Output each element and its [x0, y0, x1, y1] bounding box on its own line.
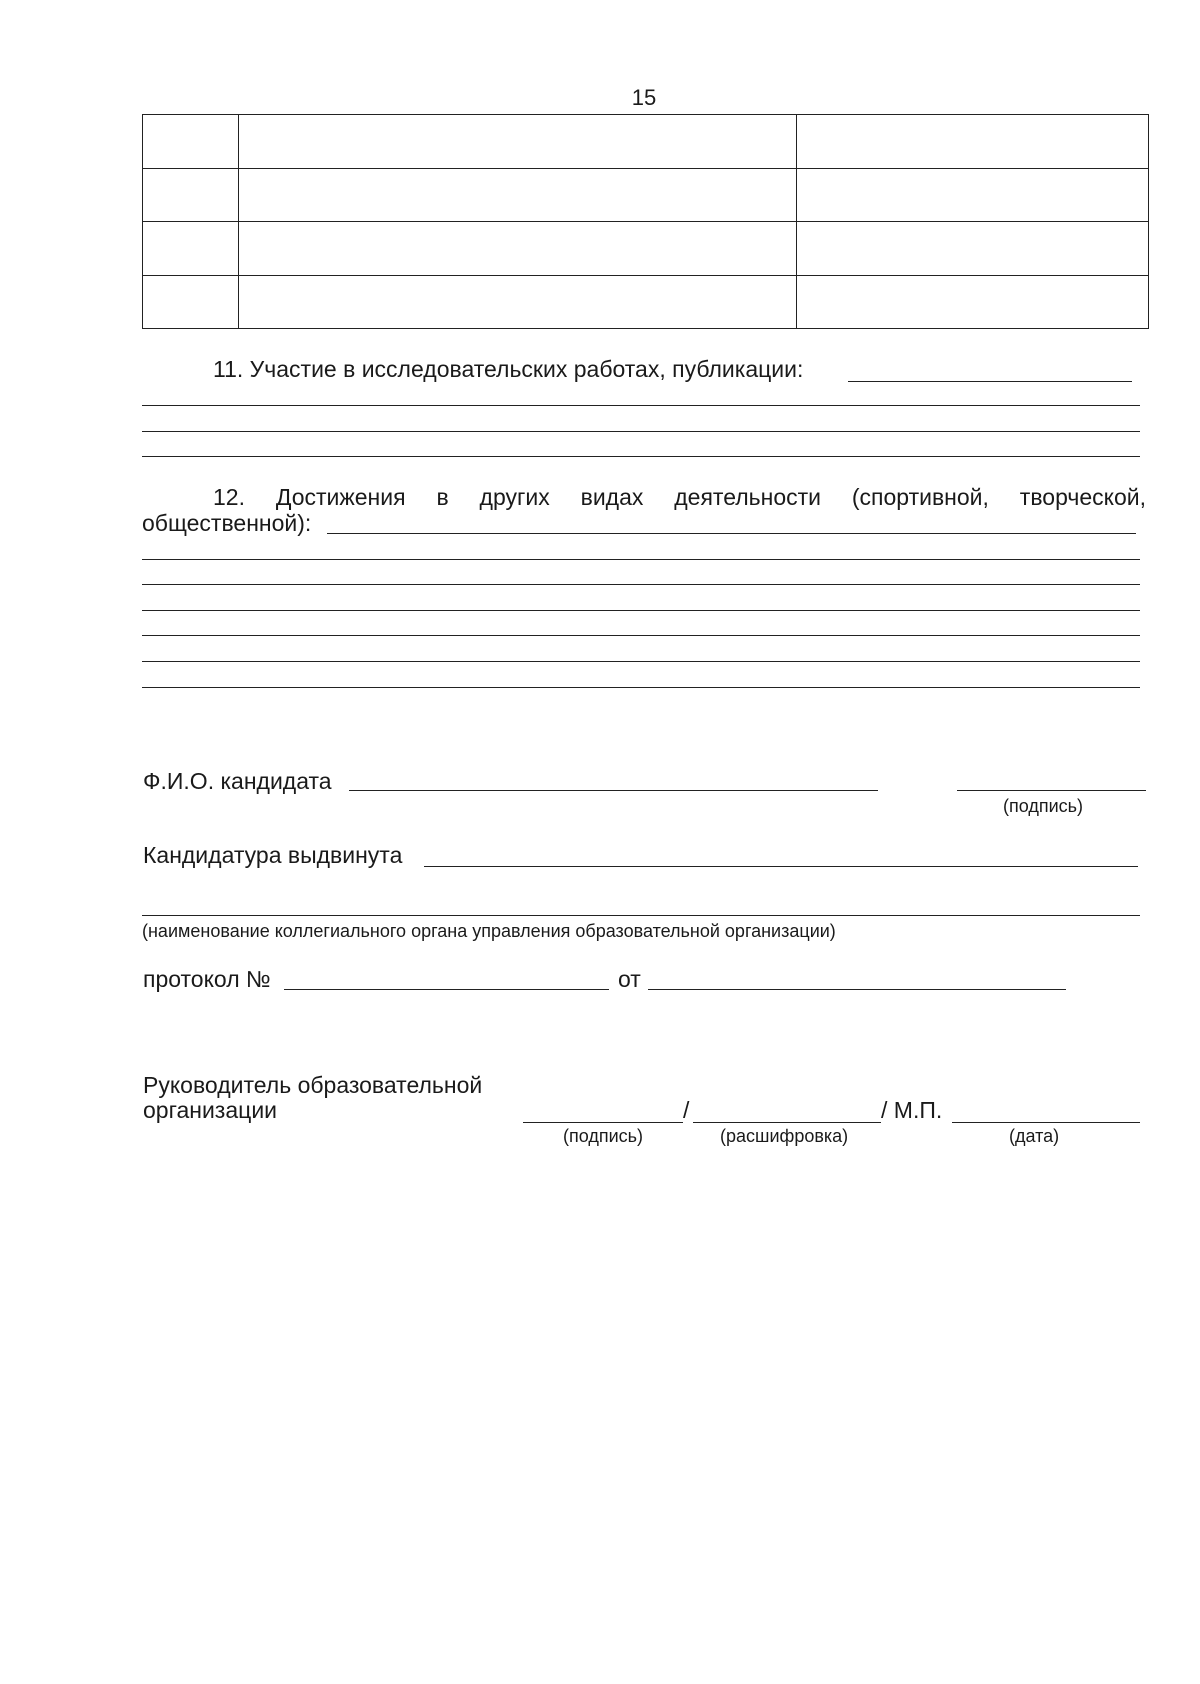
head-transcript-line[interactable]: [693, 1122, 881, 1123]
section-12-answer-line[interactable]: [142, 610, 1140, 611]
blank-table: [142, 114, 1149, 329]
head-label-line2: организации: [143, 1097, 278, 1123]
section-12-label-line2: общественной):: [142, 510, 312, 536]
protocol-label: протокол №: [143, 966, 271, 992]
section-12-word: других: [479, 484, 550, 510]
section-12-word: 12.: [213, 484, 245, 510]
table-cell[interactable]: [797, 168, 1149, 222]
protocol-date-label: от: [618, 966, 641, 992]
table-row: [143, 168, 1149, 222]
section-12-answer-line[interactable]: [327, 533, 1136, 534]
table-cell[interactable]: [143, 115, 239, 169]
table-cell[interactable]: [239, 168, 797, 222]
section-12-answer-line[interactable]: [142, 635, 1140, 636]
section-11-label: 11. Участие в исследовательских работах, публикации:: [213, 356, 804, 382]
candidate-signature-line[interactable]: [957, 790, 1146, 791]
candidate-name-line[interactable]: [349, 790, 878, 791]
table-cell[interactable]: [239, 115, 797, 169]
candidate-name-label: Ф.И.О. кандидата: [143, 768, 332, 794]
section-12-answer-line[interactable]: [142, 584, 1140, 585]
table-cell[interactable]: [797, 115, 1149, 169]
head-label-line1: Руководитель образовательной: [143, 1072, 483, 1098]
table-row: [143, 275, 1149, 329]
table-cell[interactable]: [143, 275, 239, 329]
table-cell[interactable]: [797, 275, 1149, 329]
head-signature-caption: (подпись): [563, 1126, 644, 1146]
nominated-by-label: Кандидатура выдвинута: [143, 842, 403, 868]
section-11-answer-line[interactable]: [142, 456, 1140, 457]
table-row: [143, 222, 1149, 276]
head-transcript-caption: (расшифровка): [720, 1126, 849, 1146]
section-11-answer-line[interactable]: [142, 405, 1140, 406]
protocol-date-line[interactable]: [648, 989, 1066, 990]
head-date-line[interactable]: [952, 1122, 1140, 1123]
table-cell[interactable]: [239, 222, 797, 276]
section-12-answer-line[interactable]: [142, 559, 1140, 560]
table-cell[interactable]: [797, 222, 1149, 276]
section-12-word: (спортивной,: [851, 484, 989, 510]
nominated-body-line[interactable]: [142, 915, 1140, 916]
section-12-word: видах: [580, 484, 644, 510]
section-12-word: в: [436, 484, 449, 510]
candidate-signature-caption: (подпись): [1003, 796, 1084, 816]
head-slash: /: [683, 1097, 690, 1123]
protocol-number-line[interactable]: [284, 989, 609, 990]
section-12-answer-line[interactable]: [142, 661, 1140, 662]
table-cell[interactable]: [239, 275, 797, 329]
table-row: [143, 115, 1149, 169]
section-11-answer-line[interactable]: [142, 431, 1140, 432]
table-cell[interactable]: [143, 168, 239, 222]
section-12-word: деятельности: [674, 484, 822, 510]
head-stamp-label: / М.П.: [881, 1097, 943, 1123]
nominated-by-line[interactable]: [424, 866, 1138, 867]
table-cell[interactable]: [143, 222, 239, 276]
section-12-heading: [142, 484, 1146, 511]
page-number: 15: [631, 85, 657, 110]
section-12-answer-line[interactable]: [142, 687, 1140, 688]
head-date-caption: (дата): [1009, 1126, 1060, 1146]
section-12-word: творческой,: [1019, 484, 1146, 510]
section-11-answer-line[interactable]: [848, 381, 1132, 382]
head-signature-line[interactable]: [523, 1122, 683, 1123]
nominated-body-caption: (наименование коллегиального органа управления образовательной организации): [142, 921, 836, 941]
section-12-word: Достижения: [275, 484, 406, 510]
